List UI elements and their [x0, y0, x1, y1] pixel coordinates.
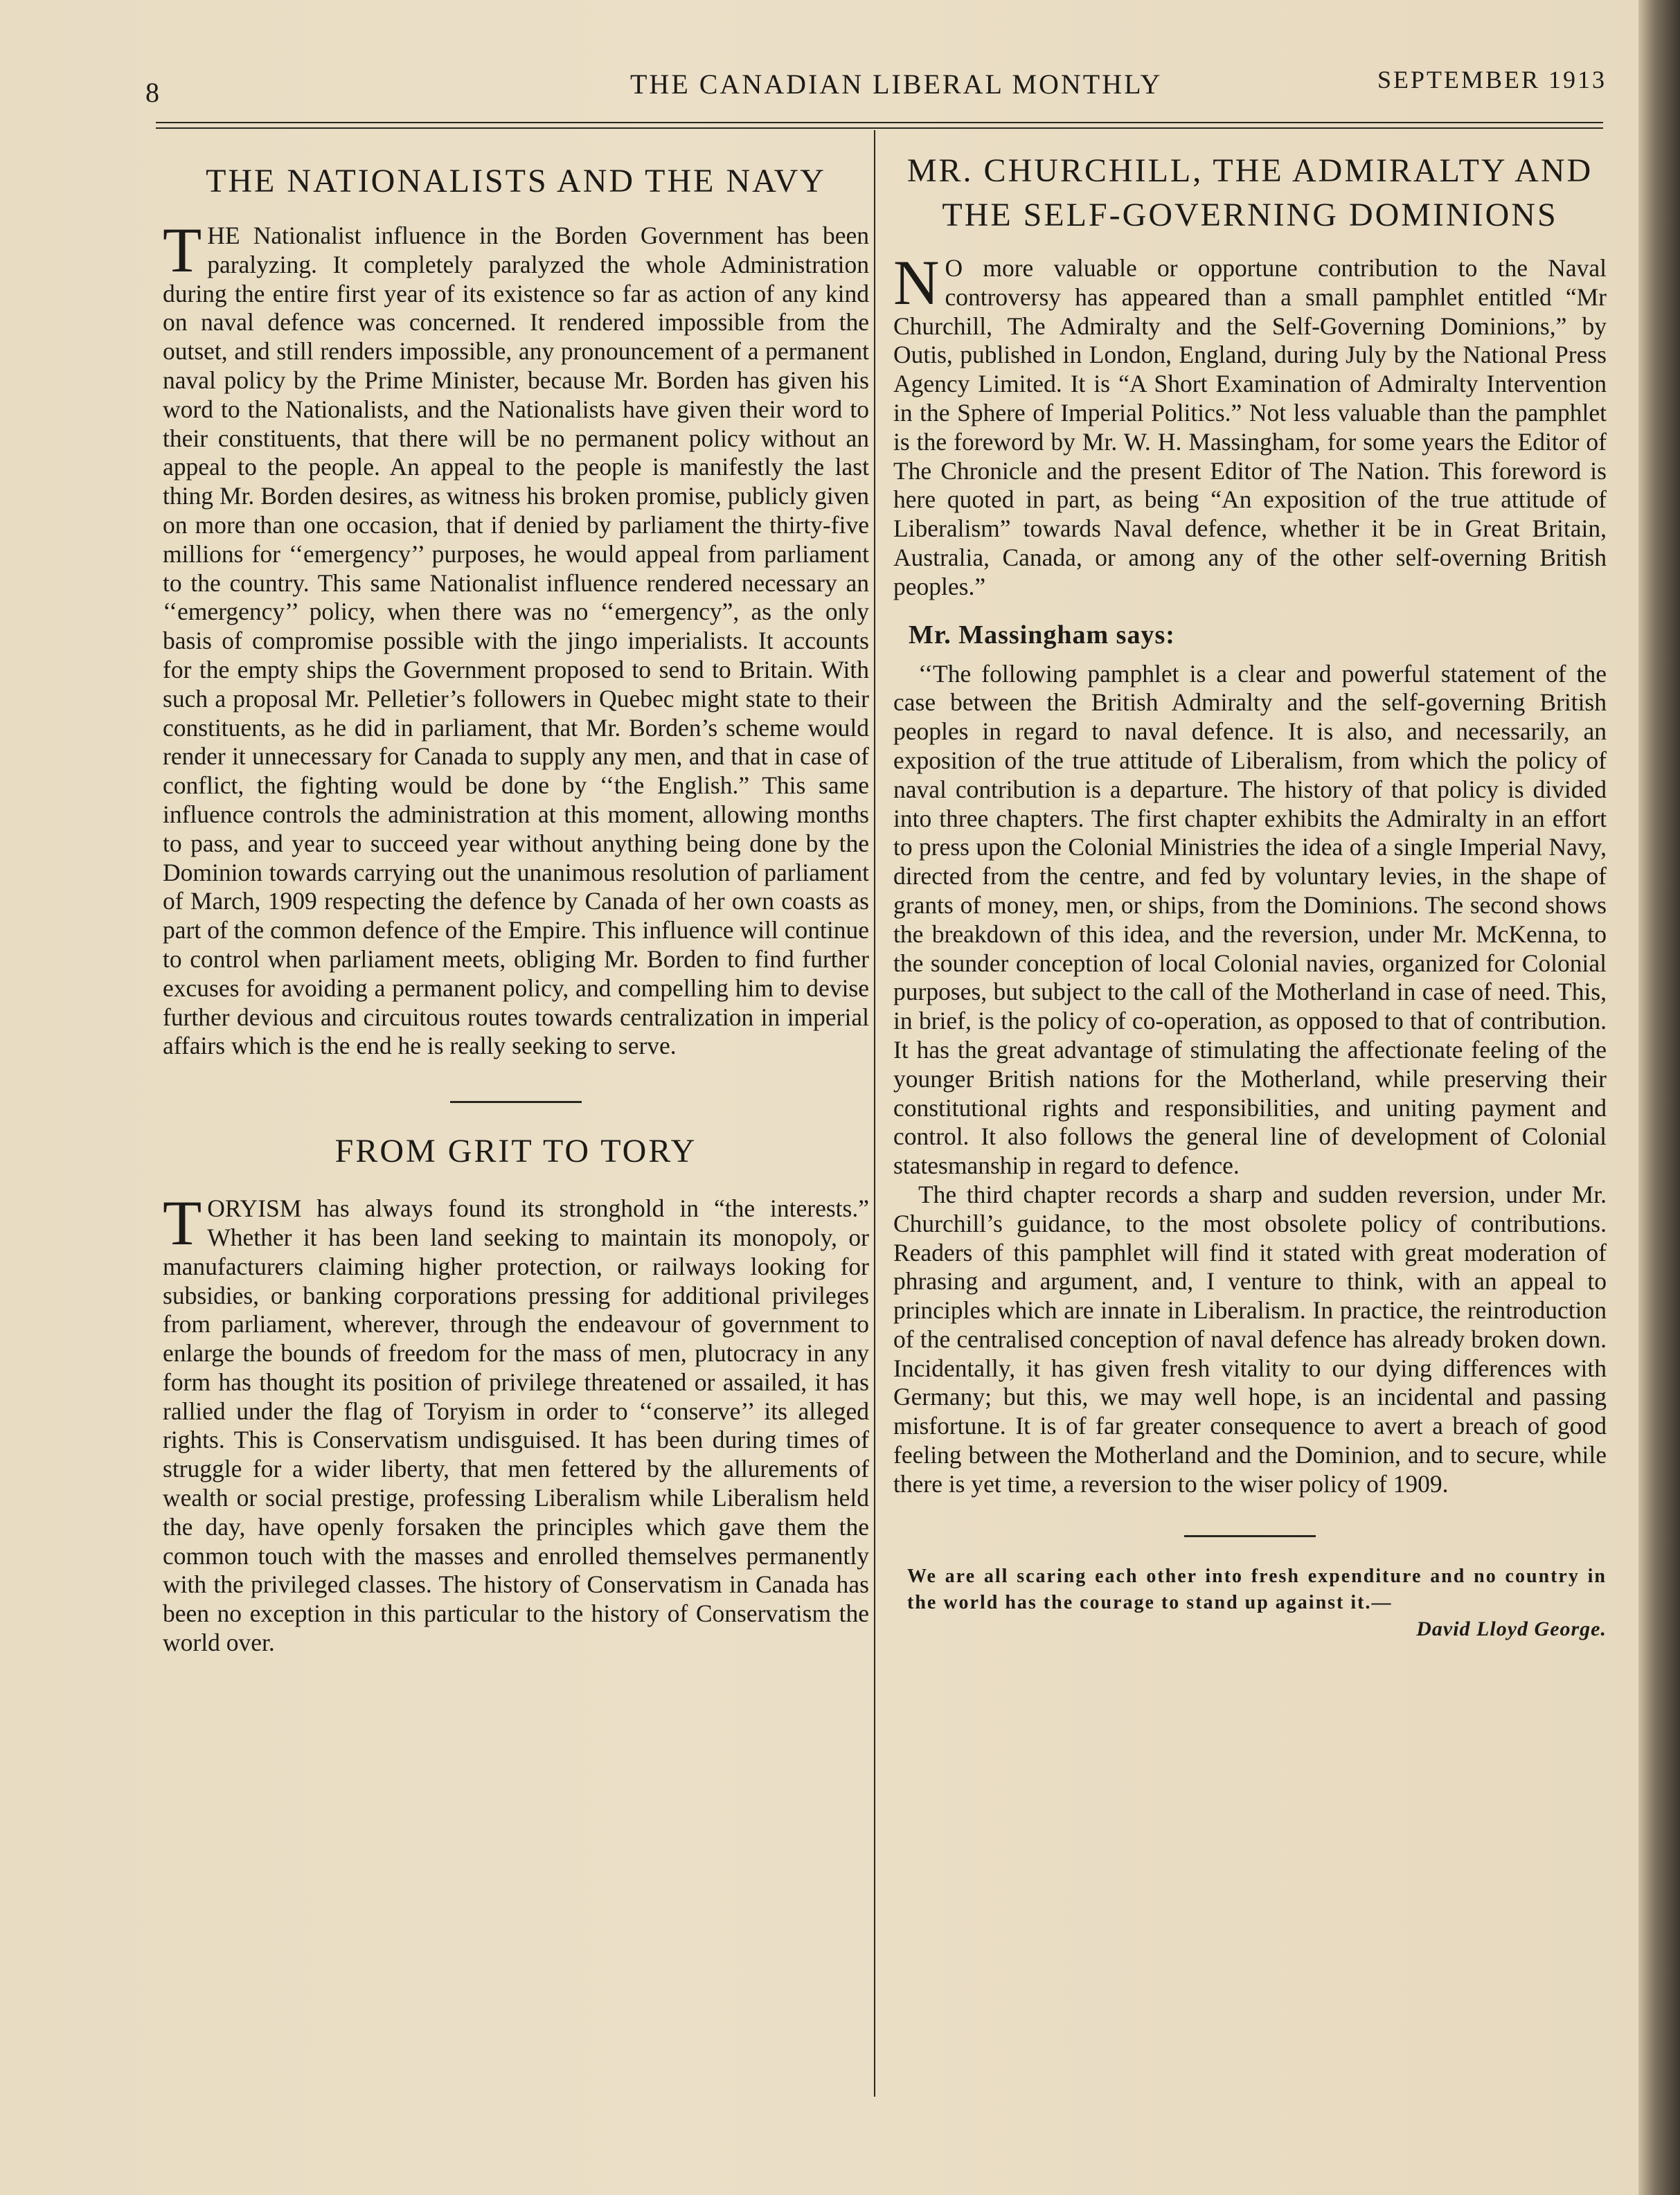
section-separator [450, 1101, 582, 1103]
article-churchill [893, 149, 1607, 1499]
masthead-title: THE CANADIAN LIBERAL MONTHLY [630, 69, 1163, 100]
quote-text: We are all scaring each other into fresh expenditure and no country in the world has the courage to stand up against it.— [907, 1565, 1607, 1613]
section-separator [1184, 1535, 1316, 1537]
article-intro: N O more valuable or opportune contribution to the Naval controversy has appeared than a small pamphlet entitled “Mr Churchill, The Admiralty and the Self-Governing Dominions,” by Outis, published in London, England, during July by the National Press Agency Limited. It is “A Short Examination of Admiralty Intervention in the Sphere of Imperial Politics.” Not less valuable than the pamphlet is the foreword by Mr. W. H. Massingham, for some years the Editor of The Chronicle and the present Editor of The Nation. This foreword is here quoted in part, as being “An exposition of the true attitude of Liberalism” towards Naval defence, whether it be in Great Britain, Australia, Canada, or among any of the other self-overning British peoples.” [893, 247, 1607, 600]
article-title: THE NATIONALISTS AND THE NAVY [206, 163, 826, 199]
quote-paragraph: ‘‘The following pamphlet is a clear and powerful statement of the case between the British Admiralty and the self-governing British peoples in regard to naval defence. It is also, and necessarily, an exposition of the true attitude of Liberalism, from which the policy of naval contribution is a departure. The history of that policy is divided into three chapters. The first chapter exhibits the Admiralty in an effort to press upon the Colonial Ministries the idea of a single Imperial Navy, directed from the centre, and fed by voluntary levies, in the shape of grants of money, men, or ships, from the Dominions. The second shows the breakdown of this idea, and the reversion, under Mr. McKenna, to the sounder conception of local Colonial navies, organized for Colonial purposes, but subject to the call of the Motherland in case of need. This, in brief, is the policy of co-operation, as opposed to that of contribution. It has the great advantage of stimulating the affectionate feeling of the younger British nations for the Motherland, while preserving their constitutional rights and responsibilities, and uniting payment and control. It also follows the general line of development of Colonial statesmanship in regard to defence. [893, 659, 1607, 1180]
article-nationalists [163, 159, 869, 1061]
article-title: MR. CHURCHILL, THE ADMIRALTY AND THE SELF-GOVERNING DOMINIONS [906, 152, 1593, 233]
article-body: TORYISM has always found its stronghold in “the interests.” Whether it has been land seeking to maintain its monopoly, or manufacturers claiming higher protection, or railways looking for subsidies, or banking corporations pressing for additional privileges from parliament, wherever, through the endeavour of government to enlarge the bounds of freedom for the mass of men, plutocracy in any form has thought its position of privilege threatened or assailed, it has rallied under the flag of Toryism in order to ‘‘conserve’’ its alleged rights. This is Conservatism undisguised. It has been during times of struggle for a wider liberty, that men fettered by the allurements of wealth or social prestige, professing Liberalism while Liberalism held the day, have openly forsaken the principles which gave them the common touch with the masses and enrolled themselves permanently with the privileged classes. The history of Conservatism in Canada has been no exception in this particular to the history of Conservatism the world over. [163, 1188, 869, 1657]
quote-attribution: David Lloyd George. [1416, 1617, 1607, 1640]
header-rule [156, 122, 1603, 129]
article-body: THE Nationalist influence in the Borden Government has been paralyzing. It completely paralyzed the whole Administration during the entire first year of its existence so far as action of any kind on naval defence was concerned. It rendered impossible from the outset, and still renders impossible, any pronouncement of a permanent naval policy by the Prime Minister, because Mr. Borden has given his word to the Nationalists, and the Nationalists have given their word to their constituents, that there will be no permanent policy without an appeal to the people. An appeal to the people is manifestly the last thing Mr. Borden desires, as witness his broken promise, publicly given on more than one occasion, that if denied by parliament the thirty-five millions for ‘‘emergency’’ purposes, he would appeal from parliament to the country. This same Nationalist influence rendered necessary an ‘‘emergency’’ policy, when there was no ‘‘emergency”, as the only basis of compromise possible with the jingo imperialists. It accounts for the empty ships the Government proposed to send to Britain. With such a proposal Mr. Pelletier’s followers in Quebec might state to their constituents, as he did in parliament, that Mr. Borden’s scheme would render it unnecessary for Canada to supply any men, and that in case of conflict, the fighting would be done by ‘‘the English.” This same influence controls the administration at this moment, allowing months to pass, and year to succeed year without anything being done by the Dominion towards carrying out the unanimous resolution of parliament of March, 1909 respecting the defence by Canada of her own coasts as part of the common defence of the Empire. This influence will continue to control when parliament meets, obliging Mr. Borden to find further excuses for avoiding a permanent policy, and compelling him to devise further devious and circuitous routes towards centralization in imperial affairs which is the end he is really seeking to serve. [163, 215, 869, 1060]
issue-date: SEPTEMBER 1913 [1377, 66, 1607, 93]
page-number: 8 [145, 77, 161, 108]
drop-cap: N [893, 247, 940, 318]
quote-paragraph: The third chapter records a sharp and sudden reversion, under Mr. Churchill’s guidance, to the most obsolete policy of contributions. Readers of this pamphlet will find it stated with great moderation of phrasing and argument, and, I venture to think, with an appeal to principles which are innate in Liberalism. In practice, the reintroduction of the centralised conception of naval defence has already broken down. Incidentally, it has given fresh vitality to our dying differences with Germany; but this, we may well hope, is an incidental and passing misfortune. It is of far greater consequence to avert a breach of good feeling between the Motherland and the Dominion, and to secure, while there is yet time, a reversion to the wiser policy of 1909. [893, 1180, 1607, 1498]
drop-cap: T [163, 215, 202, 285]
right-column [893, 149, 1607, 1641]
closing-quote [893, 1564, 1607, 1641]
page-header [145, 61, 1607, 108]
column-divider [874, 130, 875, 2097]
left-column [163, 159, 869, 1658]
article-grit-to-tory [163, 1129, 869, 1658]
page-edge-shadow [1638, 0, 1680, 2195]
subheading: Mr. Massingham says: [909, 620, 1175, 649]
article-title: FROM GRIT TO TORY [334, 1133, 697, 1170]
drop-cap: T [163, 1188, 202, 1259]
